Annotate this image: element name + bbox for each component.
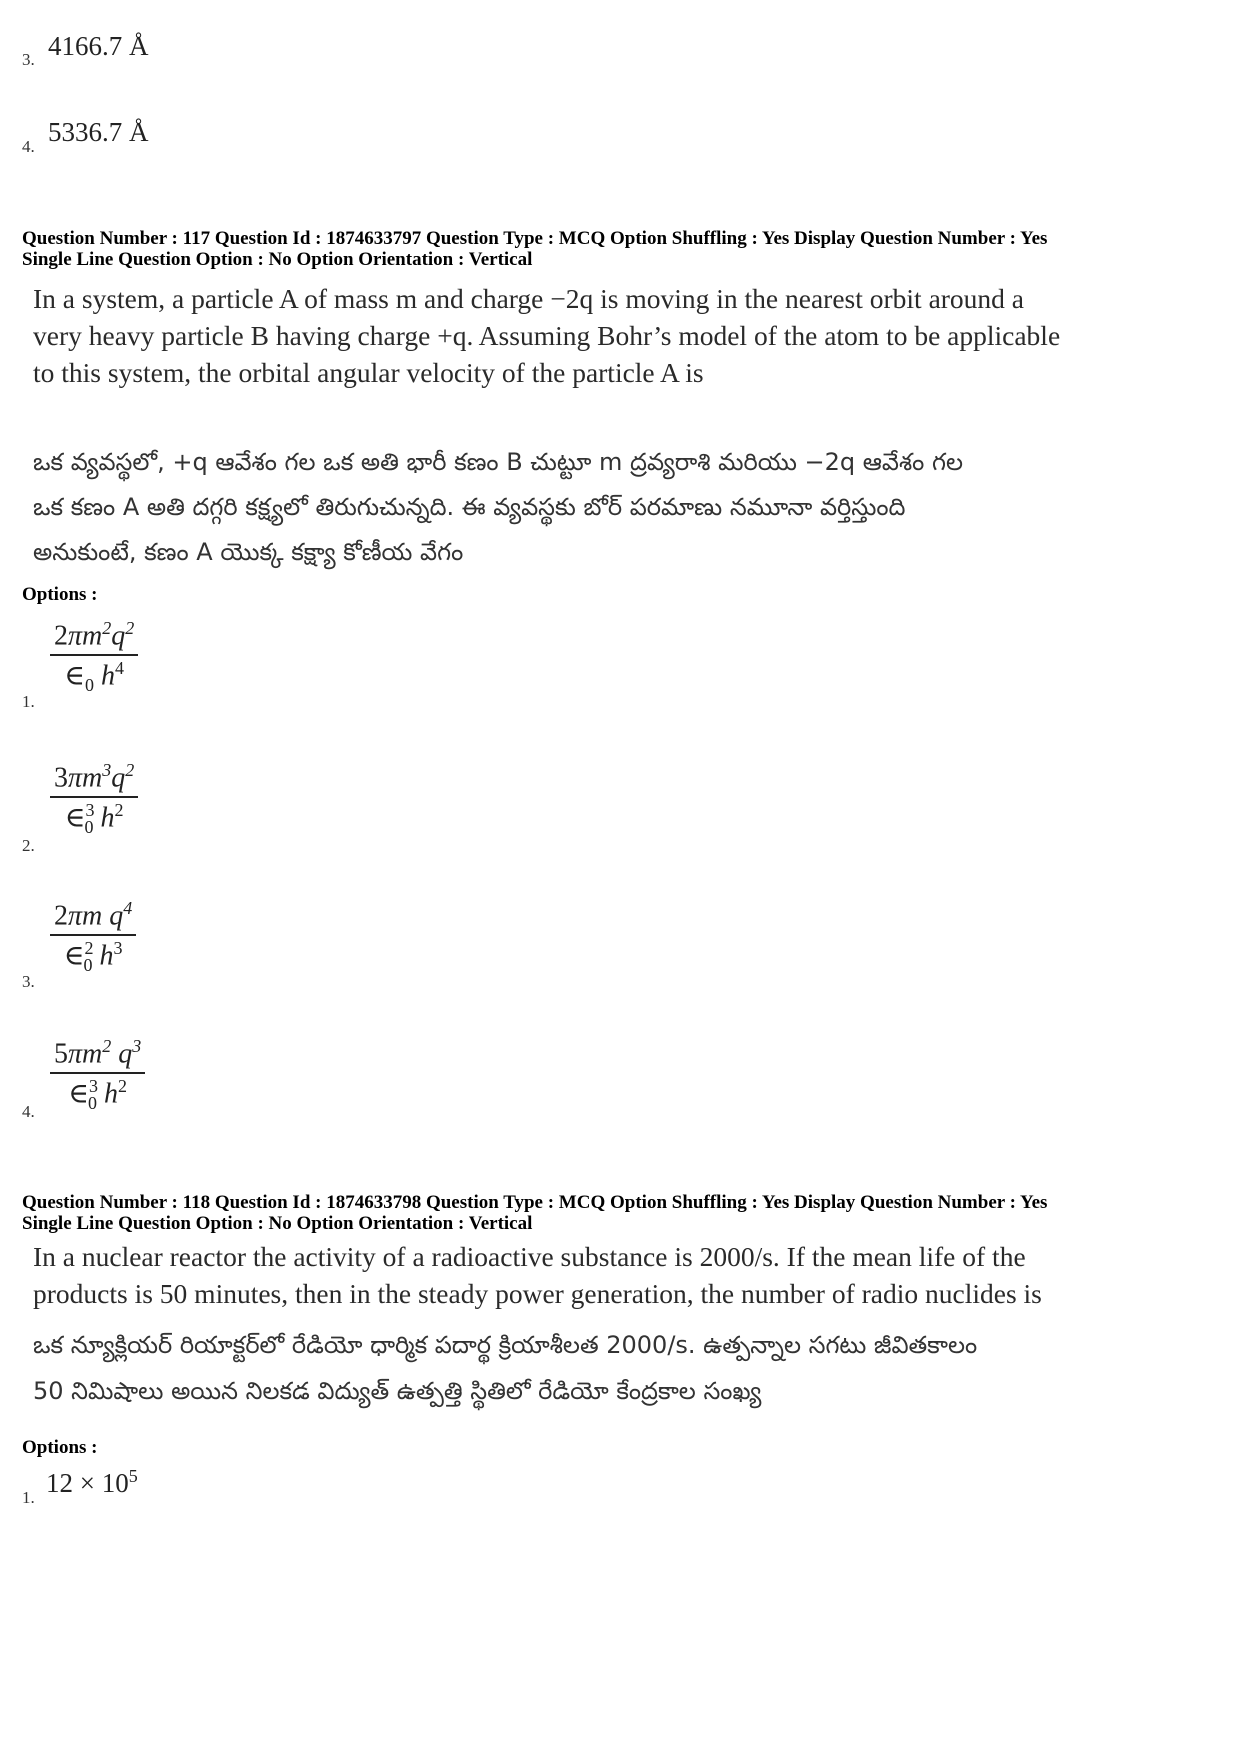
option-fraction[interactable]: [50, 618, 138, 696]
option-value[interactable]: 4166.7 Å: [48, 31, 149, 61]
question-meta-line: Single Line Question Option : No Option Orientation : Vertical: [22, 1213, 533, 1234]
question-text-line: In a nuclear reactor the activity of a radioactive substance is 2000/s. If the mean life of the: [33, 1241, 1026, 1272]
option-number: 1.: [22, 1488, 35, 1507]
question-118-telugu: [33, 1322, 1223, 1414]
question-text-line: products is 50 minutes, then in the steady power generation, the number of radio nuclides is: [33, 1278, 1042, 1309]
fraction-denominator: ∈$^2_0$ $h^3$: [63, 938, 123, 976]
question-117-meta: [22, 228, 1222, 270]
question-117-telugu: [33, 440, 1223, 575]
question-text-line-telugu: ఒక న్యూక్లియర్ రియాక్టర్‌లో రేడియో ధార్మిక పదార్థ క్రియాశీలత 2000/s. ఉత్పన్నాల సగటు జీవితకాలం: [33, 1331, 978, 1359]
question-text-line-telugu: అనుకుంటే, కణం A యొక్క కక్ష్యా కోణీయ వేగం: [33, 538, 464, 566]
question-text-line: to this system, the orbital angular velocity of the particle A is: [33, 357, 704, 388]
fraction-numerator: $3\pi m^3q^2$: [50, 760, 138, 798]
fraction-numerator: $2\pi m^2q^2$: [50, 618, 138, 656]
option-number: 3.: [22, 972, 35, 991]
question-text-line-telugu: ఒక కణం A అతి దగ్గరి కక్ష్యలో తిరుగుచున్నది. ఈ వ్యవస్థకు బోర్ పరమాణు నమూనా వర్తిస్తుంది: [33, 493, 906, 521]
question-text-line: In a system, a particle A of mass m and charge −2q is moving in the nearest orbit around a: [33, 283, 1025, 314]
question-118-english: [33, 1238, 1223, 1312]
option-fraction[interactable]: [50, 898, 136, 976]
question-text-line-telugu: 50 నిమిషాలు అయిన నిలకడ విద్యుత్ ఉత్పత్తి స్థితిలో రేడియో కేంద్రకాల సంఖ్య: [33, 1377, 762, 1405]
option-number: 4.: [22, 137, 35, 156]
fraction-numerator: $5\pi m^2$ $q^3$: [50, 1036, 145, 1074]
option-fraction[interactable]: [50, 760, 138, 838]
question-text-line-telugu: ఒక వ్యవస్థలో, +q ఆవేశం గల ఒక అతి భారీ కణం B చుట్టూ m ద్రవ్యరాశి మరియు −2q ఆవేశం గల: [33, 448, 963, 476]
option-value[interactable]: $12 \times 10^5$: [46, 1466, 138, 1498]
option-number: 4.: [22, 1102, 35, 1121]
fraction-denominator: ∈$^3_0$ $h^2$: [64, 800, 124, 838]
option-number: 3.: [22, 50, 35, 69]
fraction-denominator: ∈$^3_0$ $h^2$: [68, 1076, 127, 1114]
question-meta-line: Question Number : 118 Question Id : 1874633798 Question Type : MCQ Option Shuffling : Yes Display Question Number : Yes: [22, 1192, 1048, 1213]
option-number: 2.: [22, 836, 35, 855]
options-label: Options :: [22, 584, 98, 605]
question-text-line: very heavy particle B having charge +q. Assuming Bohr’s model of the atom to be applicable: [33, 320, 1061, 351]
fraction-denominator: $\in_0$ $h^4$: [64, 658, 124, 696]
option-value[interactable]: 5336.7 Å: [48, 117, 149, 147]
options-label: Options :: [22, 1437, 98, 1458]
question-118-meta: [22, 1192, 1222, 1234]
option-fraction[interactable]: [50, 1036, 145, 1114]
option-number: 1.: [22, 692, 35, 711]
question-meta-line: Question Number : 117 Question Id : 1874633797 Question Type : MCQ Option Shuffling : Yes Display Question Number : Yes: [22, 228, 1048, 249]
question-117-english: [33, 280, 1223, 391]
fraction-numerator: 2πm $q^4$: [50, 898, 136, 936]
question-meta-line: Single Line Question Option : No Option Orientation : Vertical: [22, 249, 533, 270]
